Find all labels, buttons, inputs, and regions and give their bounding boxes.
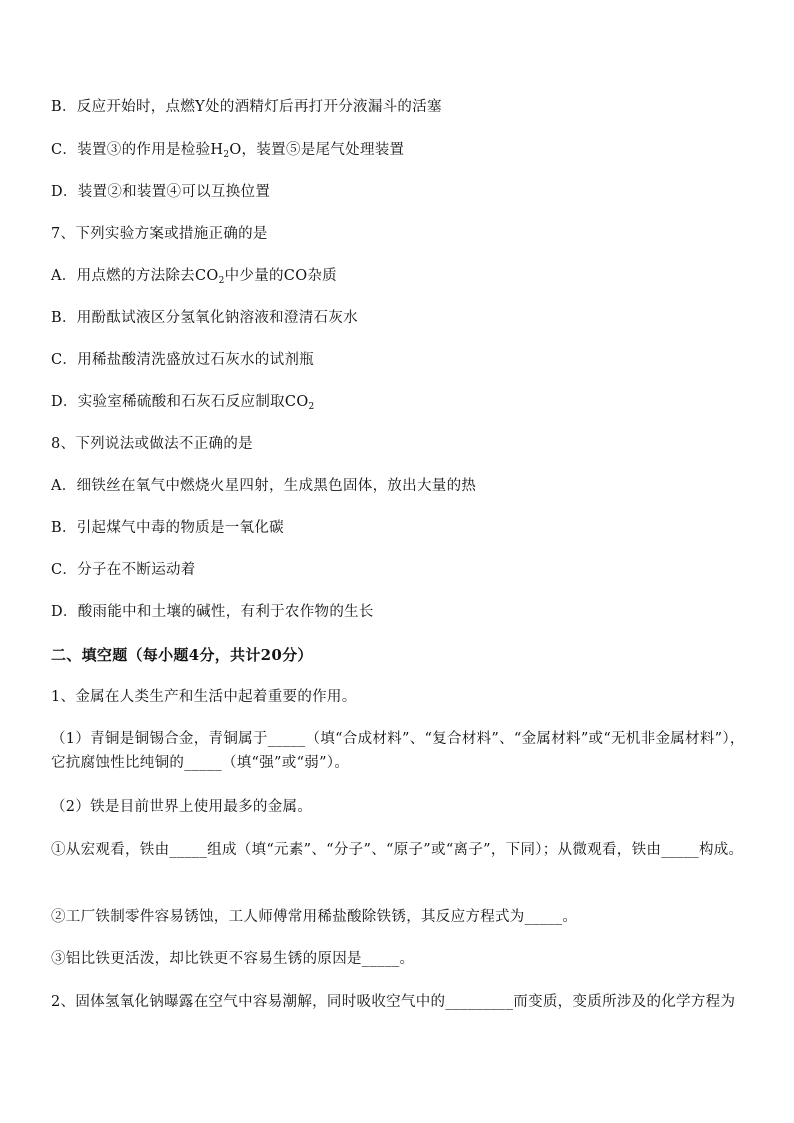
q7-option-b: B．用酚酞试液区分氢氧化钠溶液和澄清石灰水 (51, 310, 358, 326)
text-part: O，装置⑤是尾气处理装置 (229, 142, 405, 158)
q7-option-c: C．用稀盐酸清洗盛放过石灰水的试剂瓶 (51, 352, 314, 368)
subscript: 2 (218, 276, 225, 286)
q8-option-b: B．引起煤气中毒的物质是一氧化碳 (51, 520, 284, 536)
option-d-line: D．装置②和装置④可以互换位置 (51, 184, 271, 200)
fill-question-1-part-2-a: ①从宏观看，铁由_____组成（填“元素”、“分子”、“原子”或“离子”，下同）；从微观看，铁由_____构成。 (51, 842, 744, 858)
q8-option-a: A．细铁丝在氧气中燃烧火星四射，生成黑色固体，放出大量的热 (51, 478, 477, 494)
text-part: D．实验室稀硫酸和石灰石反应制取CO (51, 394, 309, 410)
question-8: 8、下列说法或做法不正确的是 (51, 436, 253, 452)
text-part: A．用点燃的方法除去CO (51, 268, 219, 284)
q8-option-d: D．酸雨能中和土壤的碱性，有利于农作物的生长 (51, 604, 374, 620)
fill-question-1-part-2-c: ③铝比铁更活泼，却比铁更不容易生锈的原因是_____。 (51, 951, 415, 967)
q7-option-d (51, 390, 746, 414)
subscript: 2 (223, 150, 230, 160)
fill-question-1-part-2-b: ②工厂铁制零件容易锈蚀，工人师傅常用稀盐酸除铁锈，其反应方程式为_____。 (51, 909, 578, 925)
subscript: 2 (308, 402, 315, 412)
section-heading: 二、填空题（每小题4分，共计20分） (51, 646, 313, 664)
fill-question-1-part-1: （1）青铜是铜锡合金，青铜属于_____（填“合成材料”、“复合材料”、“金属材料”或“无机非金属材料”），它抗腐蚀性比纯铜的_____（填“强”或“弱”）。 (51, 731, 745, 771)
option-c-line (51, 138, 746, 162)
fill-question-1-part-2: （2）铁是目前世界上使用最多的金属。 (51, 799, 313, 815)
q7-option-a (51, 264, 746, 288)
text-part: C．装置③的作用是检验H (51, 142, 224, 158)
fill-question-1: 1、金属在人类生产和生活中起着重要的作用。 (51, 689, 357, 705)
q8-option-c: C．分子在不断运动着 (51, 562, 196, 578)
question-7: 7、下列实验方案或措施正确的是 (51, 226, 268, 242)
text-part: 中少量的CO杂质 (224, 268, 337, 284)
fill-question-2: 2、固体氢氧化钠曝露在空气中容易潮解，同时吸收空气中的_________而变质，变质所涉及的化学方程为 (51, 994, 736, 1010)
option-b-line: B．反应开始时，点燃Y处的酒精灯后再打开分液漏斗的活塞 (51, 99, 442, 115)
